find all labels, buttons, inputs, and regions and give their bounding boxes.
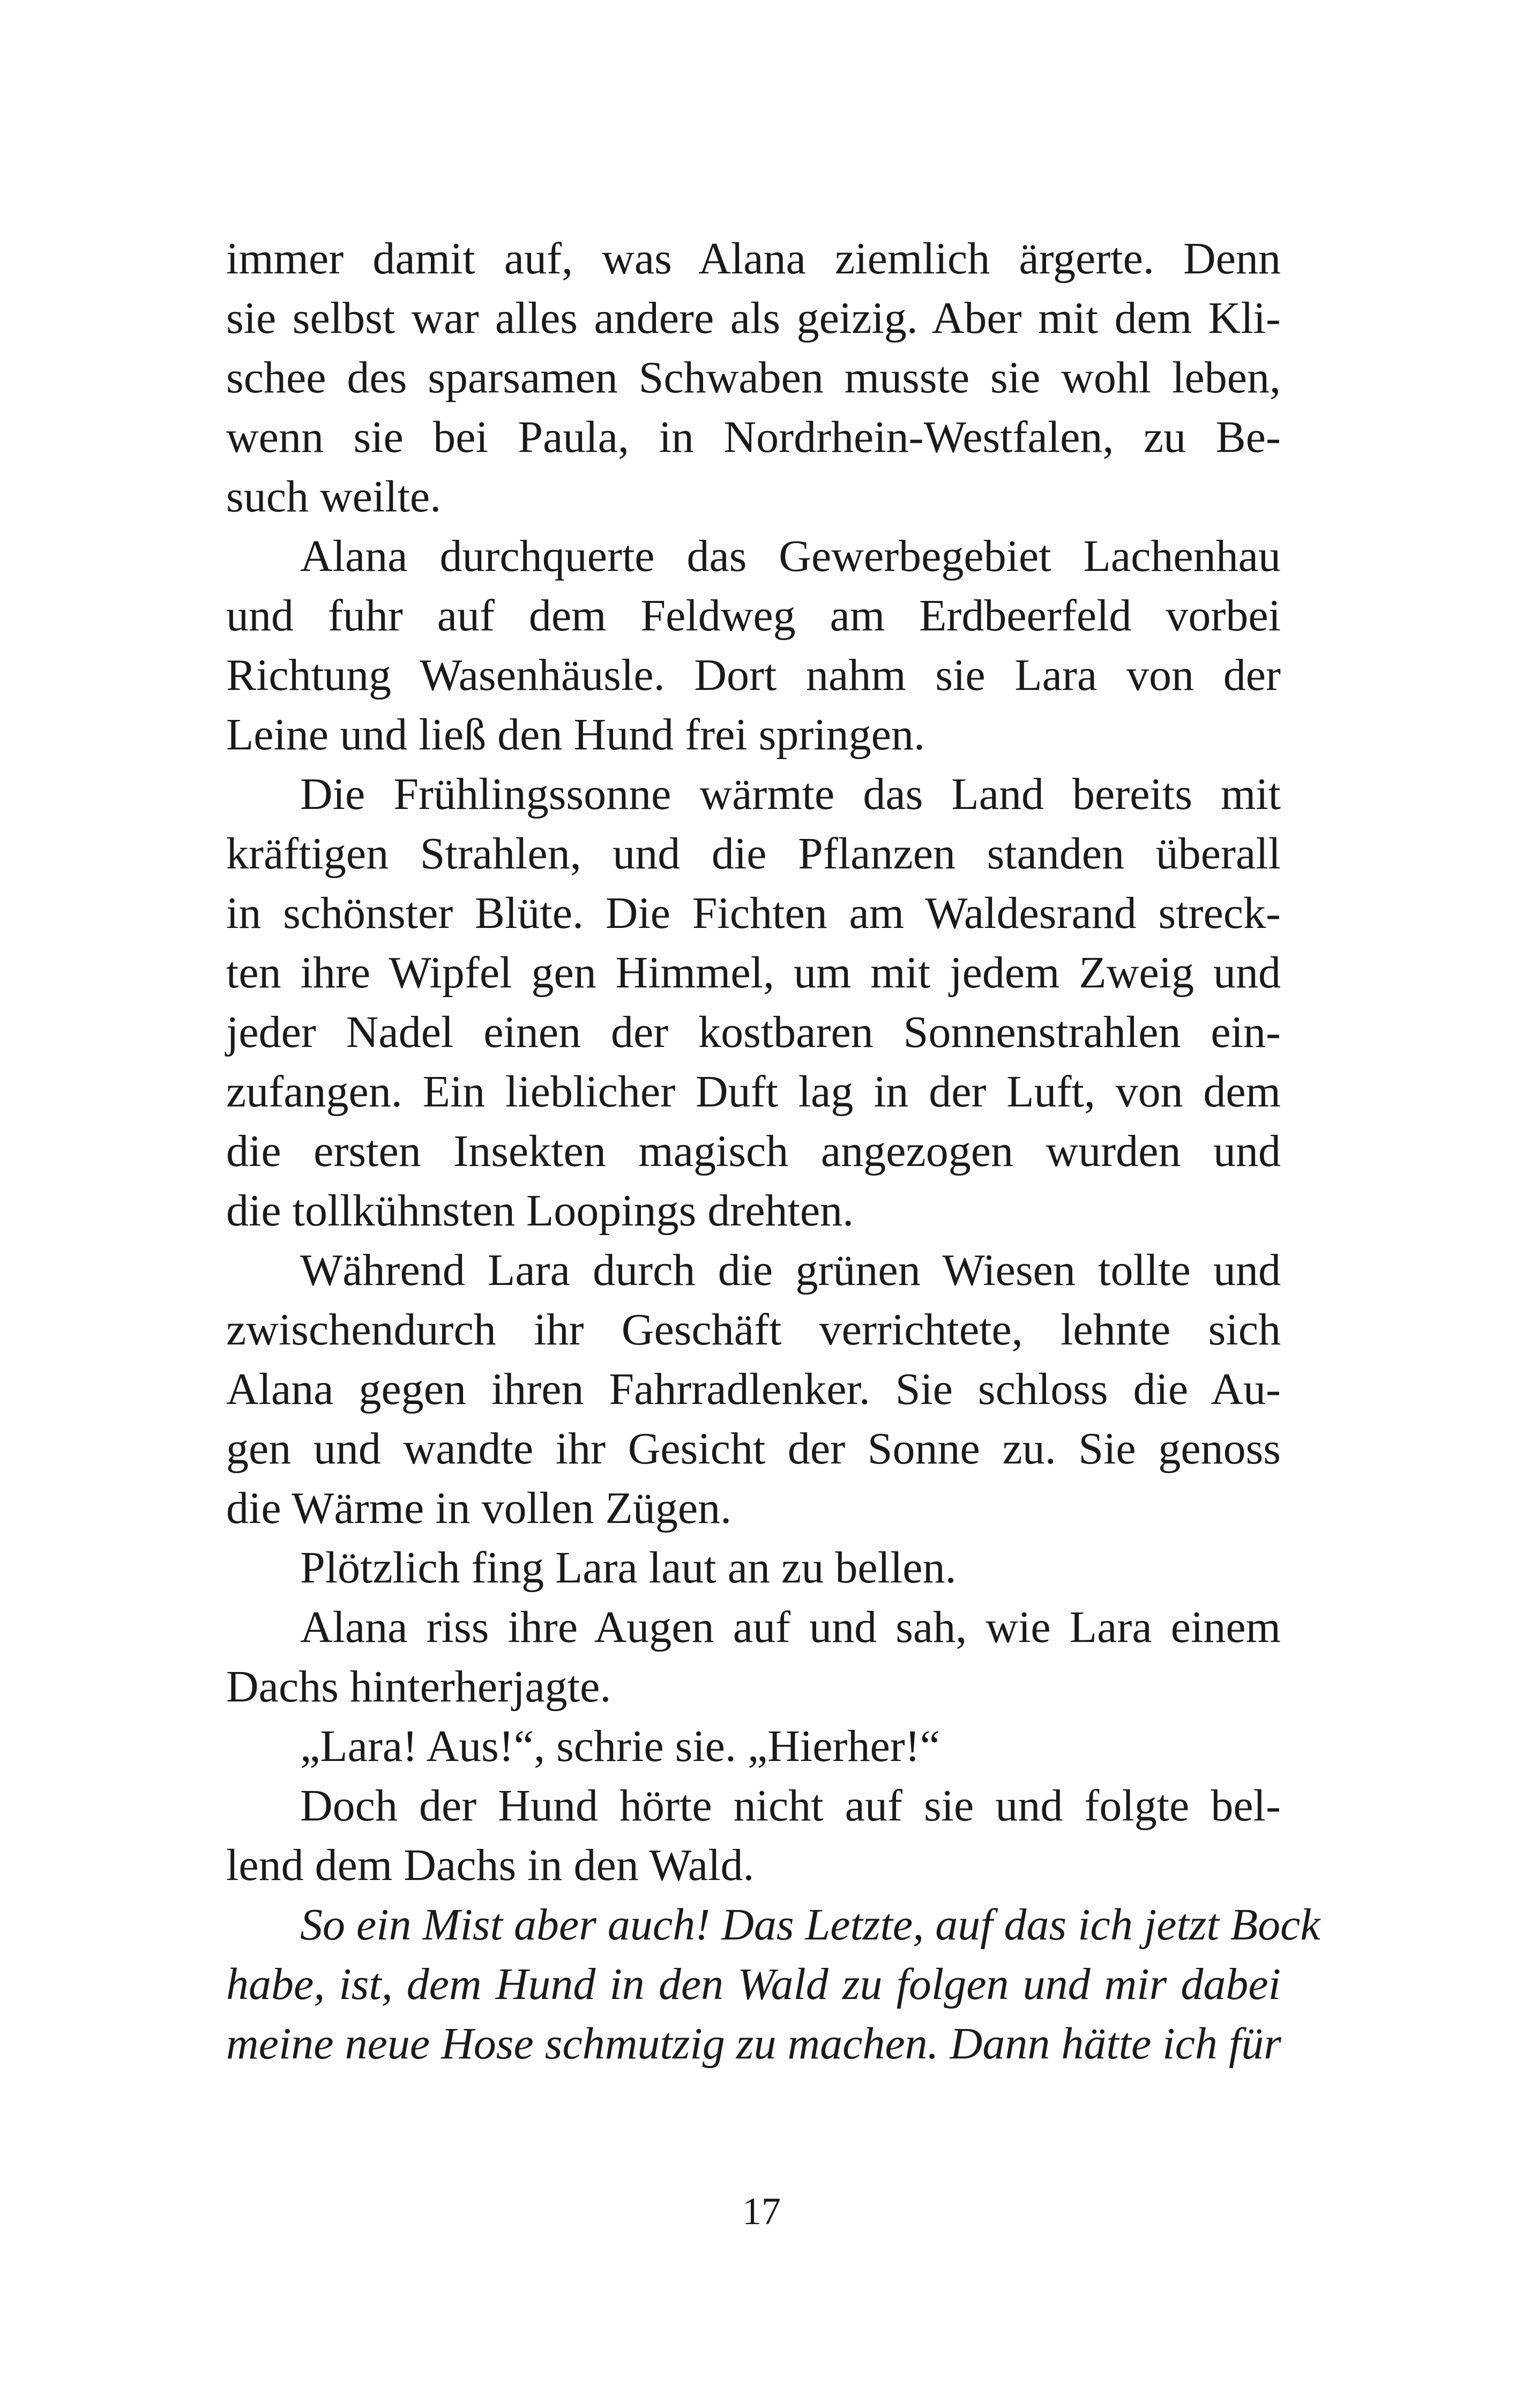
text-line: Alana riss ihre Augen auf und sah, wie Lara einem — [300, 1602, 1281, 1652]
text-line: Doch der Hund hörte nicht auf sie und folgte bel- — [300, 1781, 1281, 1831]
text-line: Die Frühlingssonne wärmte das Land bereits mit — [300, 769, 1281, 819]
text-line: Alana durchquerte das Gewerbegebiet Lachenhau — [300, 531, 1281, 581]
text-line: Dachs hinterherjagte. — [226, 1662, 611, 1712]
text-line: sie selbst war alles andere als geizig. Aber mit dem Kli- — [226, 293, 1281, 343]
text-line: und fuhr auf dem Feldweg am Erdbeerfeld vorbei — [226, 591, 1281, 641]
text-line: „Lara! Aus!“, schrie sie. „Hierher!“ — [300, 1721, 940, 1771]
text-line: wenn sie bei Paula, in Nordrhein-Westfalen, zu Be- — [226, 412, 1281, 462]
text-line: Richtung Wasenhäusle. Dort nahm sie Lara von der — [226, 650, 1281, 700]
text-line: such weilte. — [226, 472, 442, 522]
text-line: ten ihre Wipfel gen Himmel, um mit jedem Zweig und — [226, 948, 1281, 998]
text-line: gen und wandte ihr Gesicht der Sonne zu. Sie genoss — [226, 1424, 1281, 1474]
text-line: schee des sparsamen Schwaben musste sie wohl leben, — [226, 353, 1281, 403]
text-line-italic: habe, ist, dem Hund in den Wald zu folgen und mir dabei — [226, 1959, 1281, 2009]
text-line-italic: meine neue Hose schmutzig zu machen. Dann hätte ich für — [226, 2019, 1281, 2069]
text-line: lend dem Dachs in den Wald. — [226, 1840, 755, 1890]
text-line: in schönster Blüte. Die Fichten am Waldesrand streck- — [226, 888, 1281, 938]
text-line: Leine und ließ den Hund frei springen. — [226, 710, 925, 760]
text-line: zufangen. Ein lieblicher Duft lag in der Luft, von dem — [226, 1067, 1281, 1117]
text-line: die tollkühnsten Loopings drehten. — [226, 1186, 854, 1236]
text-line: immer damit auf, was Alana ziemlich ärgerte. Denn — [226, 234, 1281, 284]
text-line: die Wärme in vollen Zügen. — [226, 1483, 732, 1533]
text-line: Während Lara durch die grünen Wiesen tollte und — [300, 1245, 1281, 1295]
text-line: die ersten Insekten magisch angezogen wurden und — [226, 1126, 1281, 1176]
text-line: jeder Nadel einen der kostbaren Sonnenstrahlen ein- — [226, 1007, 1281, 1057]
text-line-italic: So ein Mist aber auch! Das Letzte, auf das ich jetzt Bock — [300, 1900, 1320, 1950]
text-line: Alana gegen ihren Fahrradlenker. Sie schloss die Au- — [226, 1364, 1281, 1414]
text-line: kräftigen Strahlen, und die Pflanzen standen überall — [226, 829, 1281, 879]
text-line: Plötzlich fing Lara laut an zu bellen. — [300, 1543, 957, 1593]
page-number: 17 — [742, 2190, 781, 2233]
text-line: zwischendurch ihr Geschäft verrichtete, lehnte sich — [226, 1305, 1281, 1355]
